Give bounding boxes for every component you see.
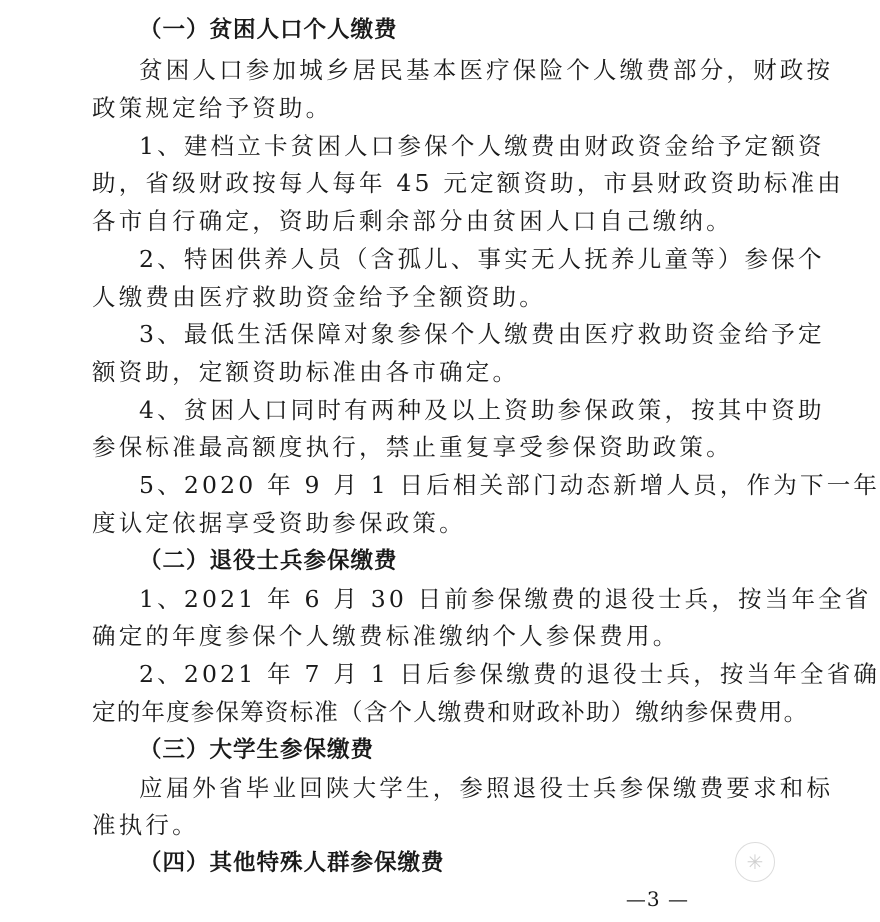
- paragraph-line: 1、2021 年 6 月 30 日前参保缴费的退役士兵，按当年全省: [139, 585, 872, 613]
- paragraph-line: 助，省级财政按每人每年 45 元定额资助，市县财政资助标准由: [92, 169, 844, 197]
- paragraph-line: 1、建档立卡贫困人口参保个人缴费由财政资金给予定额资: [139, 132, 825, 160]
- paragraph-line: 人缴费由医疗救助资金给予全额资助。: [92, 283, 546, 311]
- paragraph-line: 各市自行确定，资助后剩余部分由贫困人口自己缴纳。: [92, 207, 733, 235]
- paragraph-line: 准执行。: [92, 811, 199, 839]
- paragraph-line: 4、贫困人口同时有两种及以上资助参保政策，按其中资助: [139, 396, 825, 424]
- paragraph-line: 应届外省毕业回陕大学生，参照退役士兵参保缴费要求和标: [139, 774, 834, 802]
- paragraph-line: 贫困人口参加城乡居民基本医疗保险个人缴费部分，财政按: [139, 56, 834, 84]
- paragraph-line: 度认定依据享受资助参保政策。: [92, 509, 466, 537]
- paragraph-line: 3、最低生活保障对象参保个人缴费由医疗救助资金给予定: [139, 320, 825, 348]
- paragraph-line: 确定的年度参保个人缴费标准缴纳个人参保费用。: [92, 622, 680, 650]
- paragraph-line: 额资助，定额资助标准由各市确定。: [92, 358, 520, 386]
- page-number: —3 —: [625, 887, 689, 911]
- section-heading-2: （二）退役士兵参保缴费: [139, 548, 398, 574]
- paragraph-line: 2、特困供养人员（含孤儿、事实无人抚养儿童等）参保个: [139, 245, 825, 273]
- paragraph-line: 定的年度参保筹资标准（含个人缴费和财政补助）缴纳参保费用。: [92, 698, 809, 726]
- paragraph-line: 政策规定给予资助。: [92, 94, 333, 122]
- paragraph-line: 5、2020 年 9 月 1 日后相关部门动态新增人员，作为下一年: [139, 471, 880, 499]
- section-heading-1: （一）贫困人口个人缴费: [139, 17, 398, 43]
- scan-watermark-icon: ✳: [735, 842, 775, 882]
- paragraph-line: 参保标准最高额度执行，禁止重复享受参保资助政策。: [92, 433, 733, 461]
- paragraph-line: 2、2021 年 7 月 1 日后参保缴费的退役士兵，按当年全省确: [139, 660, 880, 688]
- section-heading-4: （四）其他特殊人群参保缴费: [139, 850, 445, 876]
- section-heading-3: （三）大学生参保缴费: [139, 737, 375, 763]
